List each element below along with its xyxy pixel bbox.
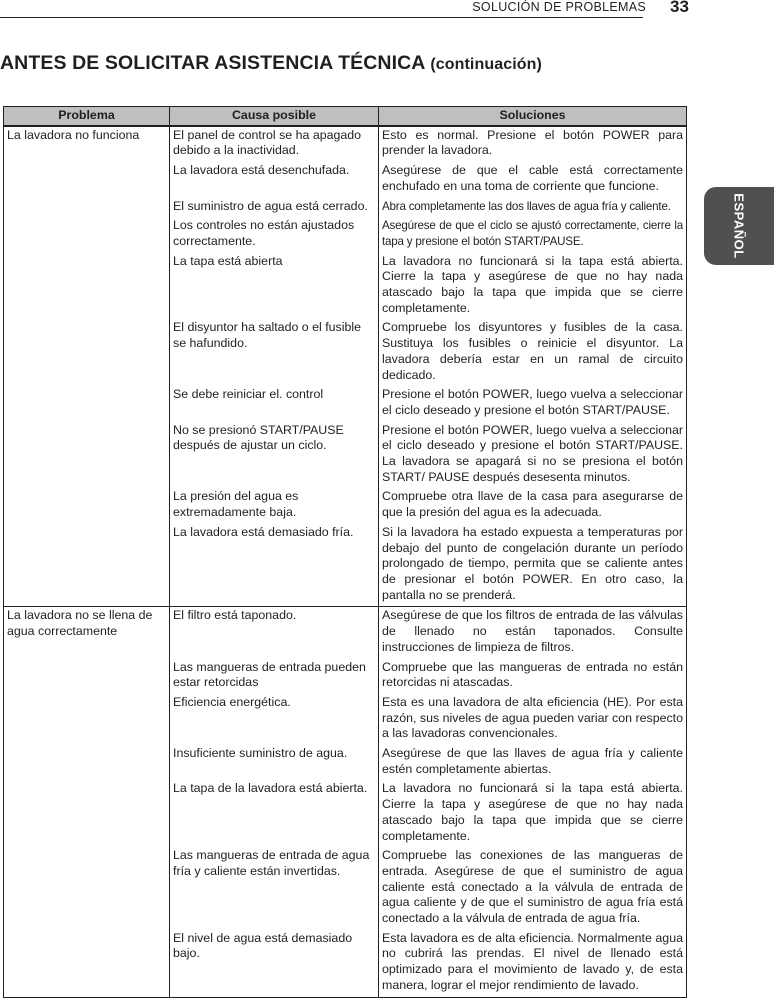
page-title xyxy=(0,52,542,75)
solution-cell: Compruebe las conexiones de las mangueras de entrada. Asegúrese de que el suministro de agua caliente está conectado a la válvula de entrada de agua caliente y de que el suministro de agua fría está conectado a la válvula de entrada de agua fría. xyxy=(379,847,687,930)
solution-cell: Compruebe los disyuntores y fusibles de la casa. Sustituya los fusibles o reinicie el disyuntor. La lavadora debería estar en un ramal de circuito dedicado. xyxy=(379,319,687,386)
solution-cell: Asegúrese de que los filtros de entrada de las válvulas de llenado no están taponados. Consulte instrucciones de limpieza de filtros. xyxy=(379,607,687,659)
cause-cell: El suministro de agua está cerrado. xyxy=(170,198,379,218)
solution-cell: La lavadora no funcionará si la tapa está abierta. Cierre la tapa y asegúrese de que no hay nada atascado bajo la tapa que impida que se cierre completamente. xyxy=(379,253,687,320)
language-tab-label: ESPAÑOL xyxy=(731,193,747,259)
cause-cell: El filtro está taponado. xyxy=(170,607,379,659)
table-row xyxy=(4,607,687,659)
cause-cell: La lavadora está demasiado fría. xyxy=(170,524,379,607)
solution-cell: Compruebe otra llave de la casa para asegurarse de que la presión del agua es la adecuada. xyxy=(379,488,687,523)
problem-cell: La lavadora no funciona xyxy=(4,126,170,607)
solution-cell: Presione el botón POWER, luego vuelva a seleccionar el ciclo deseado y presione el botón START/PAUSE. La lavadora se apagará si no se presiona el botón START/ PAUSE después desesenta minutos. xyxy=(379,422,687,489)
table-header-row xyxy=(4,107,687,126)
solution-cell: Abra completamente las dos llaves de agua fría y caliente. xyxy=(379,198,687,218)
cause-cell: La tapa está abierta xyxy=(170,253,379,320)
solution-cell: Si la lavadora ha estado expuesta a temperaturas por debajo del punto de congelación durante un período prolongado de tiempo, permita que se caliente antes de presionar el botón POWER. En otro caso, la pantalla no se prenderá. xyxy=(379,524,687,607)
solution-cell: Esta lavadora es de alta eficiencia. Normalmente agua no cubrirá las prendas. El nivel de llenado está optimizado para el movimiento de lavado y, de esta manera, lograr el mejor rendimiento de lavado. xyxy=(379,930,687,997)
cause-cell: Las mangueras de entrada pueden estar retorcidas xyxy=(170,659,379,694)
page-title-main: ANTES DE SOLICITAR ASISTENCIA TÉCNICA xyxy=(0,52,425,74)
troubleshooting-table xyxy=(3,106,687,998)
cause-cell: Eficiencia energética. xyxy=(170,694,379,745)
page-title-suffix: (continuación) xyxy=(430,56,542,73)
cause-cell: El disyuntor ha saltado o el fusible se hafundido. xyxy=(170,319,379,386)
page-number: 33 xyxy=(670,0,689,16)
cause-cell: Los controles no están ajustados correctamente. xyxy=(170,217,379,252)
solution-cell: Compruebe que las mangueras de entrada no están retorcidas ni atascadas. xyxy=(379,659,687,694)
language-tab xyxy=(704,187,774,265)
cause-cell: Insuficiente suministro de agua. xyxy=(170,745,379,780)
header-rule xyxy=(0,17,643,18)
cause-cell: La presión del agua es extremadamente baja. xyxy=(170,488,379,523)
solution-cell: Asegúrese de que las llaves de agua fría y caliente estén completamente abiertas. xyxy=(379,745,687,780)
cause-cell: No se presionó START/PAUSE después de ajustar un ciclo. xyxy=(170,422,379,489)
header-cause: Causa posible xyxy=(170,107,379,126)
table-row xyxy=(4,126,687,162)
solution-cell: Esta es una lavadora de alta eficiencia (HE). Por esta razón, sus niveles de agua pueden variar con respecto a las lavadoras convencionales. xyxy=(379,694,687,745)
cause-cell: Las mangueras de entrada de agua fría y caliente están invertidas. xyxy=(170,847,379,930)
solution-cell: Presione el botón POWER, luego vuelva a seleccionar el ciclo deseado y presione el botón START/PAUSE. xyxy=(379,386,687,421)
cause-cell: La tapa de la lavadora está abierta. xyxy=(170,780,379,847)
cause-cell: La lavadora está desenchufada. xyxy=(170,162,379,197)
cause-cell: El nivel de agua está demasiado bajo. xyxy=(170,930,379,997)
header-solutions: Soluciones xyxy=(379,107,687,126)
header-problem: Problema xyxy=(4,107,170,126)
section-title: SOLUCIÓN DE PROBLEMAS xyxy=(472,0,646,14)
cause-cell: Se debe reiniciar el. control xyxy=(170,386,379,421)
solution-cell: Asegúrese de que el ciclo se ajustó correctamente, cierre la tapa y presione el botón START/PAUSE. xyxy=(379,217,687,252)
cause-cell: El panel de control se ha apagado debido a la inactividad. xyxy=(170,126,379,162)
solution-cell: Asegúrese de que el cable está correctamente enchufado en una toma de corriente que funcione. xyxy=(379,162,687,197)
problem-cell: La lavadora no se llena de agua correctamente xyxy=(4,607,170,997)
solution-cell: La lavadora no funcionará si la tapa está abierta. Cierre la tapa y asegúrese de que no hay nada atascado bajo la tapa que impida que se cierre completamente. xyxy=(379,780,687,847)
solution-cell: Esto es normal. Presione el botón POWER para prender la lavadora. xyxy=(379,126,687,162)
